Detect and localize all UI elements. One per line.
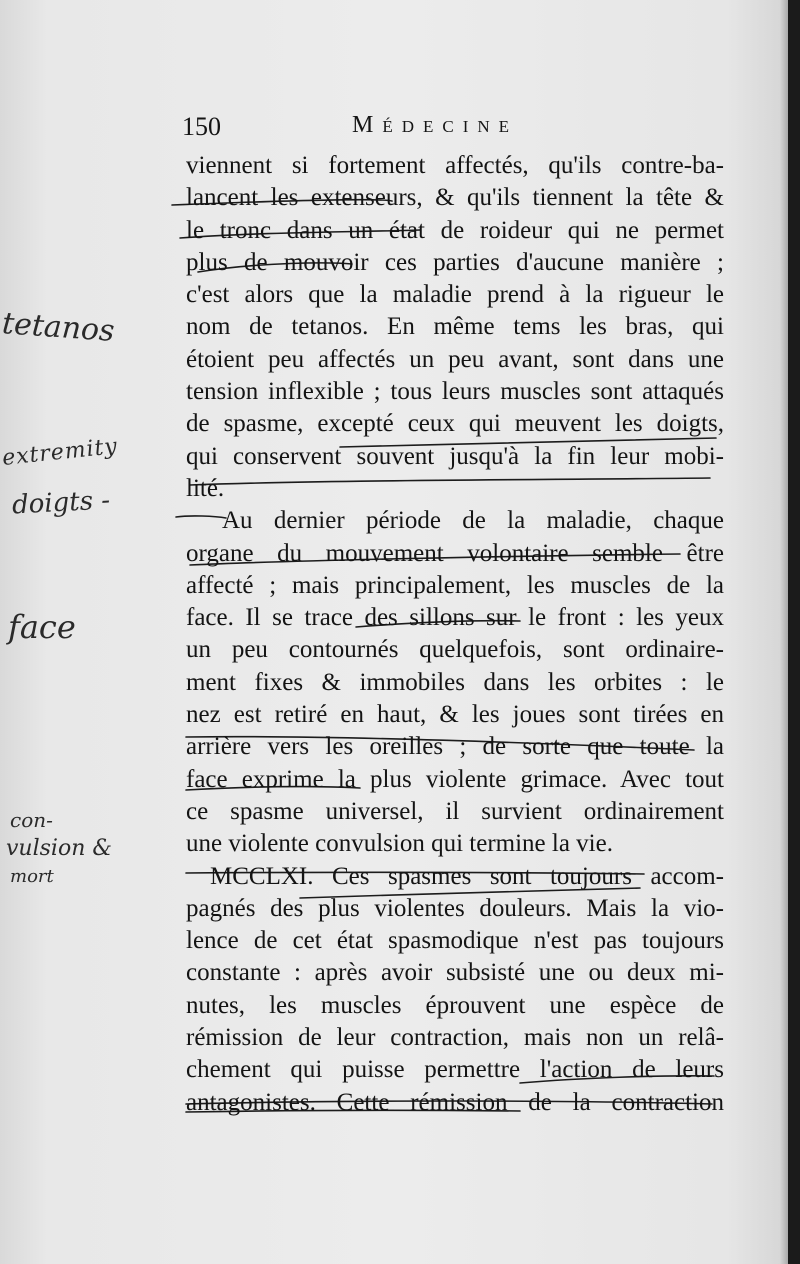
margin-note: tetanos — [0, 306, 116, 349]
text-line: chement qui puisse permettre l'action de leurs — [186, 1056, 724, 1084]
text-line: lence de cet état spasmodique n'est pas toujours — [186, 927, 724, 955]
text-line: tension inflexible ; tous leurs muscles sont attaqués — [186, 378, 724, 406]
scan-border — [788, 0, 800, 1264]
text-line: c'est alors que la maladie prend à la rigueur le — [186, 281, 724, 309]
text-line: affecté ; mais principalement, les muscles de la — [186, 571, 724, 599]
margin-note: vulsion & — [6, 836, 112, 861]
text-line: face. Il se trace des sillons sur le front : les yeux — [186, 604, 724, 632]
margin-note: extremity — [1, 434, 119, 471]
text-line: une violente convulsion qui termine la vie. — [186, 830, 613, 858]
text-line: pagnés des plus violentes douleurs. Mais la vio- — [186, 894, 724, 922]
text-line: ment fixes & immobiles dans les orbites : le — [186, 668, 724, 696]
paragraph-start-line: Au dernier période de la maladie, chaque — [222, 507, 724, 535]
margin-note: mort — [10, 866, 54, 887]
text-line: rémission de leur contraction, mais non un relâ- — [186, 1024, 724, 1052]
text-line: face exprime la plus violente grimace. Avec tout — [186, 765, 724, 793]
section-start-line: MCCLXI. Ces spasmes sont toujours accom- — [210, 862, 724, 890]
text-line: arrière vers les oreilles ; de sorte que toute la — [186, 733, 724, 761]
text-line: antagonistes. Cette rémission de la contraction — [186, 1088, 724, 1116]
text-line: un peu contournés quelquefois, sont ordinaire- — [186, 636, 724, 664]
margin-note: face — [8, 608, 76, 646]
text-line: lancent les extenseurs, & qu'ils tiennent la tête & — [186, 184, 724, 212]
text-line: lité. — [186, 474, 225, 502]
handwritten-margin-notes — [0, 0, 170, 1264]
margin-note: doigts - — [11, 485, 111, 521]
text-line: organe du mouvement volontaire semble être — [186, 539, 724, 567]
page-number: 150 — [182, 112, 221, 141]
text-line: le tronc dans un état de roideur qui ne permet — [186, 216, 724, 244]
page-header — [182, 112, 722, 144]
text-line: qui conservent souvent jusqu'à la fin leur mobi- — [186, 442, 724, 470]
text-line: de spasme, excepté ceux qui meuvent les doigts, — [186, 410, 724, 438]
text-line: nutes, les muscles éprouvent une espèce de — [186, 991, 724, 1019]
text-line: plus de mouvoir ces parties d'aucune manière ; — [186, 248, 724, 276]
text-line: nom de tetanos. En même tems les bras, qui — [186, 313, 724, 341]
running-title: Médecine — [352, 112, 519, 138]
text-line: viennent si fortement affectés, qu'ils contre-ba- — [186, 152, 724, 179]
text-line: constante : après avoir subsisté une ou deux mi- — [186, 959, 724, 987]
text-line: étoient peu affectés un peu avant, sont dans une — [186, 345, 724, 373]
text-line: nez est retiré en haut, & les joues sont tirées en — [186, 701, 724, 729]
body-text — [186, 150, 724, 1119]
text-line: ce spasme universel, il survient ordinairement — [186, 797, 724, 825]
margin-note: con- — [10, 808, 53, 832]
